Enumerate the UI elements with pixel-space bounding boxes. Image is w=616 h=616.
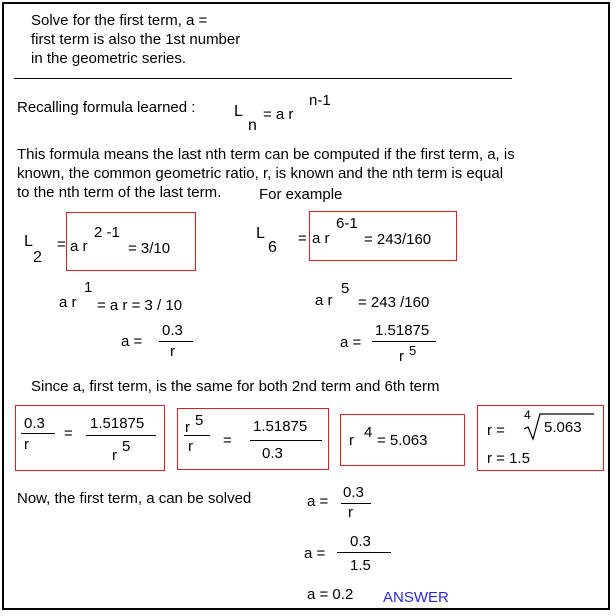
l6-ar: a r <box>312 230 330 247</box>
box2-num-left-exp: 5 <box>195 412 204 429</box>
final-den-2: 1.5 <box>350 557 371 574</box>
box1-num-left: 0.3 <box>24 415 45 432</box>
explanation-line-1: This formula means the last nth term can be computed if the first term, a, is <box>17 146 515 163</box>
box4-root-index: 4 <box>524 408 531 422</box>
a-den-right: r <box>399 348 404 365</box>
final-num-2: 0.3 <box>350 533 371 550</box>
l6-exponent: 6-1 <box>336 215 358 232</box>
ar5-rest: = 243 /160 <box>358 294 430 311</box>
l2-equals: = <box>57 236 66 253</box>
formula-rhs: = a r <box>263 106 294 123</box>
box4-radicand: 5.063 <box>544 419 582 436</box>
formula-L: L <box>234 103 243 120</box>
ar5-exponent: 5 <box>341 280 350 297</box>
explanation-line-2: known, the common geometric ratio, r, is known and the nth term is equal <box>17 165 504 182</box>
divider <box>14 78 512 79</box>
final-den-1: r <box>348 504 353 521</box>
ar1-exponent: 1 <box>84 279 93 296</box>
box1-den-left: r <box>24 436 29 453</box>
l2-value: = 3/10 <box>128 240 171 257</box>
final-a-2: a = <box>304 545 326 562</box>
intro-line-3: in the geometric series. <box>31 50 187 67</box>
ar5-ar: a r <box>315 292 333 309</box>
box2-frac-right <box>250 440 322 441</box>
since-line: Since a, first term, is the same for both 2nd term and 6th term <box>31 378 440 395</box>
box1-num-right: 1.51875 <box>90 415 145 432</box>
l2-exponent: 2 -1 <box>94 224 120 241</box>
a-eq-right: a = <box>340 334 362 351</box>
final-num-1: 0.3 <box>343 484 364 501</box>
explanation-line-3: to the nth term of the last term. <box>17 184 222 201</box>
box2-den-right: 0.3 <box>262 445 283 462</box>
formula-exponent: n-1 <box>309 92 331 109</box>
a-den-right-exp: 5 <box>409 343 417 358</box>
l6-subscript: 6 <box>268 239 277 256</box>
formula-subscript-n: n <box>248 117 257 134</box>
final-a-1: a = <box>307 493 329 510</box>
l2-subscript: 2 <box>33 249 42 266</box>
final-frac-2 <box>337 552 391 553</box>
box3-exp: 4 <box>364 424 373 441</box>
ar1-rest: = a r = 3 / 10 <box>97 297 183 314</box>
box1-frac-left <box>21 433 55 434</box>
box4-result: r = 1.5 <box>487 450 530 467</box>
l6-equals: = <box>298 230 307 247</box>
box1-den-right: r <box>112 447 117 464</box>
final-frac-1 <box>341 503 371 504</box>
box1-den-right-exp: 5 <box>122 438 131 455</box>
box1-frac-right <box>86 435 156 436</box>
l2-L: L <box>24 233 33 250</box>
l6-L: L <box>256 225 265 242</box>
box2-equals: = <box>223 432 232 449</box>
box2-num-left: r <box>185 419 190 436</box>
l6-value: = 243/160 <box>364 231 432 248</box>
box3-value: = 5.063 <box>377 432 428 449</box>
answer-label: ANSWER <box>383 589 449 606</box>
box3-r: r <box>349 432 354 449</box>
frac-line-right <box>372 341 436 342</box>
frac-line-left <box>159 341 193 342</box>
box2-den-left: r <box>188 438 193 455</box>
box2-num-right: 1.51875 <box>253 418 308 435</box>
a-den-left: r <box>170 343 175 360</box>
recall-label: Recalling formula learned : <box>17 99 196 116</box>
box2-frac-left <box>184 435 210 436</box>
intro-line-2: first term is also the 1st number <box>31 31 241 48</box>
l2-ar: a r <box>70 238 88 255</box>
a-eq-left: a = <box>121 333 143 350</box>
document-page <box>2 2 610 610</box>
final-result: a = 0.2 <box>307 586 354 603</box>
for-example: For example <box>259 186 343 203</box>
ar1-ar: a r <box>59 294 77 311</box>
box4-r-eq: r = <box>487 422 505 439</box>
box1-equals: = <box>64 425 73 442</box>
a-num-right: 1.51875 <box>375 322 430 339</box>
now-line: Now, the first term, a can be solved <box>17 490 252 507</box>
a-num-left: 0.3 <box>162 322 183 339</box>
intro-line-1: Solve for the first term, a = <box>31 12 208 29</box>
